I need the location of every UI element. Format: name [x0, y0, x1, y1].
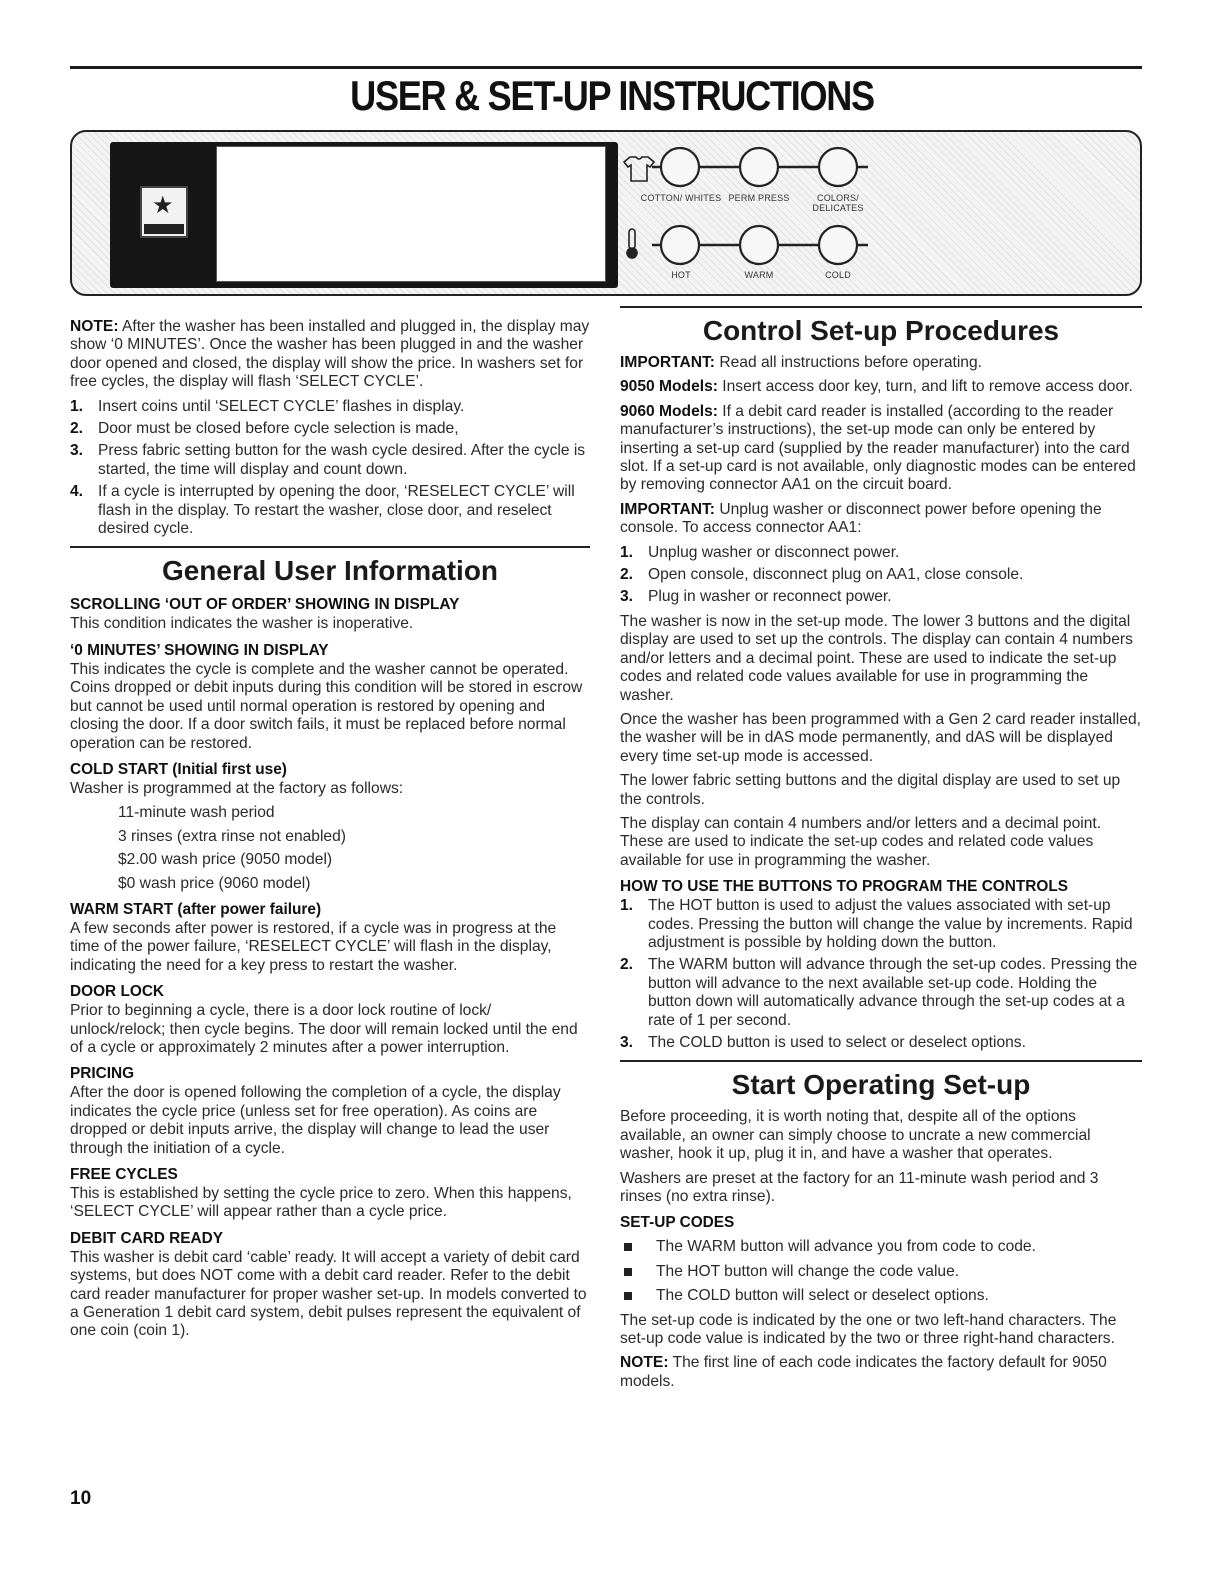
step-number: 2. [620, 956, 634, 974]
general-user-info-heading: General User Information [161, 555, 499, 587]
section-divider [70, 546, 590, 548]
list-item [620, 956, 1142, 1030]
setup-codes-list [620, 1238, 1142, 1305]
step-text: The COLD button is used to select or deselect options. [648, 1034, 1026, 1051]
list-item: 3 rinses (extra rinse not enabled) [118, 827, 346, 845]
page-title: USER & SET-UP INSTRUCTIONS [350, 72, 874, 119]
important-label: IMPORTANT: [620, 354, 715, 371]
note-text: After the washer has been installed and plugged in, the display may show ‘0 MINUTES’. Once the washer has been plugged in and the washer door opened and closed, the display will show the price. In washers set for free cycles, the display will flash ‘SELECT CYCLE’. [70, 318, 590, 391]
list-item [620, 1287, 1142, 1305]
bullet-square [624, 1243, 632, 1251]
step-text: Plug in washer or reconnect power. [648, 588, 892, 606]
model-9060-paragraph [620, 403, 1142, 495]
perm-press-label: PERM PRESS [728, 193, 790, 203]
model-9050-paragraph [620, 378, 1142, 396]
warm-label: WARM [744, 270, 774, 280]
model-9050-text: Insert access door key, turn, and lift to remove access door. [717, 378, 1133, 396]
cold-start-subhead: COLD START (Initial first use) [70, 760, 287, 778]
star-icon: ★ [152, 192, 174, 219]
model-9050-label: 9050 Models: [620, 378, 718, 396]
debit-card-text: This washer is debit card ‘cable’ ready. It will accept a variety of debit card systems, but does NOT come with a debit card reader. Refer to the debit card reader manufacturer for proper washer set-up. In models converted to a Generation 1 debit card system, debit pulses represent the equivalent of one coin (coin 1). [70, 1248, 587, 1340]
step-number: 3. [620, 1034, 634, 1051]
step-text: Insert coins until ‘SELECT CYCLE’ flashes in display. [98, 397, 465, 415]
left-column [70, 318, 590, 1347]
step-number: 1. [70, 397, 84, 415]
list-item: 11-minute wash period [118, 804, 275, 822]
important-paragraph [620, 501, 1142, 538]
start-paragraph-1: Before proceeding, it is worth noting that, despite all of the options available, an owner can simply choose to uncrate a new commercial washer, hook it up, plug it in, and have a washer that operates. [620, 1108, 1091, 1163]
bullet-square [624, 1292, 632, 1300]
step-text: The WARM button will advance through the set-up codes. Pressing the button will advance to the next available set-up code. Holding the button down will automatically advance through the set-up codes at a rate of 1 per second. [648, 956, 1138, 1029]
access-steps [620, 544, 1142, 607]
list-item: $0 wash price (9060 model) [118, 874, 311, 892]
model-9060-label: 9060 Models: [620, 402, 718, 420]
note-paragraph [620, 1354, 1142, 1391]
list-item [620, 1238, 1142, 1256]
scrolling-text: This condition indicates the washer is inoperative. [70, 615, 414, 633]
thermometer-icon [627, 229, 637, 258]
setup-mode-paragraph: The washer is now in the set-up mode. The lower 3 buttons and the digital display are used to set up the controls. The display can contain 4 numbers and/or letters and a decimal point. These are used to indicate the set-up codes and related code values available for use in programming the washer. [620, 612, 1133, 704]
startup-steps [70, 398, 590, 539]
list-item [620, 1263, 1142, 1281]
debit-card-subhead: DEBIT CARD READY [70, 1229, 224, 1247]
bullet-text: The HOT button will change the code value. [656, 1262, 960, 1280]
free-cycles-text: This is established by setting the cycle price to zero. When this happens, ‘SELECT CYCLE’ will appear rather than a cycle price. [70, 1185, 572, 1221]
door-lock-text: Prior to beginning a cycle, there is a door lock routine of lock/ unlock/relock; then cycle begins. The door will remain locked until the end of a cycle or approximately 2 minutes after a power interruption. [70, 1002, 578, 1056]
zero-minutes-subhead: ‘0 MINUTES’ SHOWING IN DISPLAY [70, 641, 329, 659]
door-lock-subhead: DOOR LOCK [70, 983, 165, 1001]
important-text: Unplug washer or disconnect power before opening the console. To access connector AA1: [620, 500, 1102, 537]
pricing-text: After the door is opened following the completion of a cycle, the display indicates the cycle price (unless set for free operation). As coins are dropped or debit inputs arrive, the display will change to lead the user through the initiation of a cycle. [70, 1084, 561, 1157]
shirt-icon [624, 157, 654, 181]
page-number: 10 [70, 1488, 92, 1509]
colors-delicates-button[interactable] [819, 148, 857, 186]
step-text: Open console, disconnect plug on AA1, close console. [648, 566, 1024, 584]
list-item [620, 588, 1142, 606]
step-number: 2. [620, 566, 634, 584]
hot-button[interactable] [661, 226, 699, 264]
list-item [620, 897, 1142, 952]
fabric-buttons-paragraph: The lower fabric setting buttons and the digital display are used to set up the controls. [620, 772, 1121, 808]
note-label: NOTE: [620, 1354, 669, 1372]
note-paragraph [70, 318, 590, 392]
step-number: 3. [70, 442, 84, 460]
cold-label: COLD [825, 270, 851, 280]
list-item: $2.00 wash price (9050 model) [118, 851, 333, 869]
step-text: If a cycle is interrupted by opening the door, ‘RESELECT CYCLE’ will flash in the display. To restart the washer, close door, and reselect desired cycle. [98, 483, 575, 538]
step-number: 1. [620, 543, 634, 561]
setup-code-explanation: The set-up code is indicated by the one or two left-hand characters. The set-up code value is indicated by the two or three right-hand characters. [620, 1311, 1117, 1348]
bullet-text: The WARM button will advance you from code to code. [656, 1238, 1036, 1256]
display-paragraph: The display can contain 4 numbers and/or letters and a decimal point. These are used to indicate the set-up codes and related code values available for use in programming the washer. [620, 814, 1102, 869]
step-text: Unplug washer or disconnect power. [648, 543, 900, 561]
start-operating-heading: Start Operating Set-up [731, 1069, 1031, 1101]
cotton-whites-button[interactable] [661, 148, 699, 186]
note-label: NOTE: [70, 318, 119, 335]
list-item [70, 483, 590, 538]
howto-subhead: HOW TO USE THE BUTTONS TO PROGRAM THE CONTROLS [620, 878, 1069, 896]
cotton-whites-label: COTTON/ WHITES [640, 193, 722, 203]
zero-minutes-text: This indicates the cycle is complete and the washer cannot be operated. Coins dropped or debit inputs during this condition will be stored in escrow but cannot be used until normal operation is restored by opening and closing the door. If a door switch fails, it must be replaced before normal operation can be restored. [70, 660, 583, 752]
gen2-paragraph: Once the washer has been programmed with a Gen 2 card reader installed, the washer will be in dAS mode permanently, and dAS will be displayed every time set-up mode is accessed. [620, 710, 1141, 765]
list-item [70, 420, 590, 438]
right-column [620, 306, 1142, 1397]
list-item [620, 1034, 1142, 1052]
hot-label: HOT [671, 270, 691, 280]
pricing-subhead: PRICING [70, 1065, 135, 1083]
control-setup-heading: Control Set-up Procedures [702, 315, 1060, 346]
step-number: 4. [70, 483, 84, 501]
step-number: 2. [70, 420, 84, 438]
model-9060-text: If a debit card reader is installed (according to the reader manufacturer’s instructions), the set-up mode can only be entered by inserting a set-up card (supplied by the reader manufacturer) into the card slot. If a set-up card is not available, only diagnostic modes can be entered by removing connector AA1 on the circuit board. [620, 402, 1136, 494]
step-text: The HOT button is used to adjust the values associated with set-up codes. Pressing the button will change the value by increments. Rapid adjustment is possible by holding down the button. [648, 897, 1133, 951]
step-number: 1. [620, 897, 634, 915]
list-item [70, 442, 590, 479]
note-text: The first line of each code indicates the factory default for 9050 models. [620, 1354, 1107, 1390]
free-cycles-subhead: FREE CYCLES [70, 1166, 178, 1183]
step-text: Press fabric setting button for the wash cycle desired. After the cycle is started, the time will display and count down. [98, 442, 586, 478]
cold-button[interactable] [819, 226, 857, 264]
scrolling-subhead: SCROLLING ‘OUT OF ORDER’ SHOWING IN DISPLAY [70, 596, 460, 614]
step-number: 3. [620, 588, 634, 606]
howto-steps [620, 897, 1142, 1052]
section-divider [620, 306, 1142, 308]
list-item [70, 398, 590, 416]
warm-start-text: A few seconds after power is restored, if a cycle was in progress at the time of the power failure, ‘RESELECT CYCLE’ will flash in the display, indicating the need for a key press to restart the washer. [70, 919, 557, 974]
important-text: Read all instructions before operating. [715, 354, 982, 371]
panel-buttons-drawing [0, 0, 1224, 320]
factory-defaults-list [118, 804, 590, 893]
important-paragraph [620, 354, 1142, 372]
warm-button[interactable] [740, 226, 778, 264]
perm-press-button[interactable] [740, 148, 778, 186]
important-label: IMPORTANT: [620, 500, 715, 518]
bullet-square [624, 1268, 632, 1276]
step-text: Door must be closed before cycle selection is made, [98, 420, 459, 438]
cold-start-text: Washer is programmed at the factory as follows: [70, 779, 404, 797]
colors-delicates-label: COLORS/ DELICATES [812, 193, 864, 213]
section-divider [620, 1060, 1142, 1062]
start-paragraph-2: Washers are preset at the factory for an 11-minute wash period and 3 rinses (no extra rinse). [620, 1169, 1099, 1206]
bullet-text: The COLD button will select or deselect options. [656, 1287, 989, 1305]
list-item [620, 566, 1142, 584]
list-item [620, 544, 1142, 562]
warm-start-subhead: WARM START (after power failure) [70, 900, 322, 918]
setup-codes-subhead: SET-UP CODES [620, 1214, 735, 1232]
